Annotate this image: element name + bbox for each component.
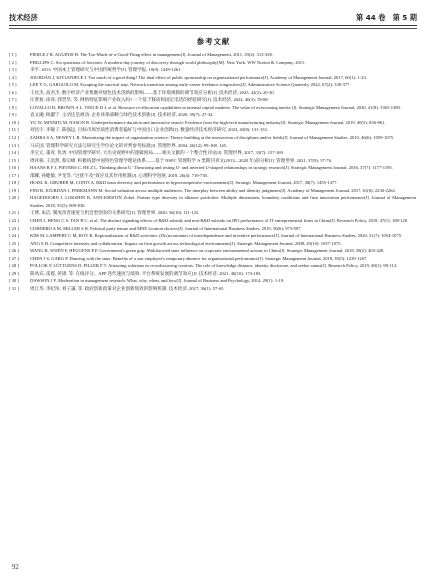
reference-number: [ 1 ] bbox=[9, 52, 17, 57]
reference-text: PHILLIPS C. Six questions of Socrates: A modern-day journey of discovery through world philosophy[M]. New York: WW Norton & Company, 2011. bbox=[30, 59, 306, 65]
page-number: 92 bbox=[12, 564, 19, 571]
reference-item bbox=[9, 240, 416, 248]
header-rule-thin bbox=[9, 28, 417, 29]
reference-number: [ 13 ] bbox=[9, 142, 19, 148]
reference-text: LEE Y G, GARGUILO M. Escaping the survival trap: Network transition among early-career freelance songwriters[J]. Administrative Science Quarterly, 2022, 67(2): 339-377. bbox=[30, 82, 351, 88]
reference-number: [ 17 ] bbox=[9, 172, 19, 178]
reference-number: [ 5 ] bbox=[9, 82, 17, 88]
reference-text: CHEN J S, GARG P. Dancing with the stars: Benefits of a star employee's temporary absence for organizational performance[J]. Strategic Management Journal, 2018, 39(5): 1239-1267. bbox=[30, 255, 368, 261]
reference-text: JOURDAN J, KIVLENIECE I. Too much of a good thing? The dual effect of public sponsorship on organizational performance[J]. Academy of Management Journal, 2017, 60(1): 1-23. bbox=[30, 74, 367, 80]
reference-number: [ 28 ] bbox=[9, 263, 19, 269]
reference-item bbox=[9, 59, 416, 67]
reference-number: [ 3 ] bbox=[9, 67, 17, 73]
reference-text: 袁文融, 杨蕙宁. 主动还是被动: 企业环保战略与绿色技术创新[J]. 技术经济, 2020, 39(7): 27-34. bbox=[30, 112, 214, 118]
header-rule bbox=[9, 25, 417, 26]
reference-text: PIERCE J R, AGUINIS H. The Too-Much-of-a-Good-Thing effect in management[J]. Journal of Management, 2011, 39(2): 313-338. bbox=[30, 52, 273, 57]
reference-text: 王昆杰, 高君杰. 数字经济产业集聚对绿色技术创新的影响——基于环境规制的调节效应分析[J]. 技术经济, 2025, 42(2): 20-30. bbox=[30, 89, 275, 95]
reference-item bbox=[9, 255, 416, 263]
reference-text: 周祥栋, 王浩然, 蔡宗峰. 积极构建中国特色管理学理论体系——基于 NSFC 管理科学 A 类期刊刊文(2013—2020 年)的分析[J]. 管理世界, 2021, 37(9): 57-76. bbox=[30, 157, 332, 163]
issue-label: 第 44 卷 第 5 期 bbox=[356, 13, 417, 22]
reference-item bbox=[9, 270, 416, 278]
section-title: 参考文献 bbox=[196, 37, 231, 46]
reference-text: 李平. 2013. 中国本土管理研究与中国传统哲学[J]. 管理学报, 10(9): 1249-1261. bbox=[30, 67, 182, 73]
reference-text: 汪贤裕, 徐涛, 郭晋华, 等. 网络特征影响产业收入吗? 一个基于移动和固定电话的经验研究[J]. 技术经济, 2024, 40(3): 78-88. bbox=[30, 97, 269, 103]
reference-item bbox=[9, 126, 416, 134]
reference-item bbox=[9, 194, 416, 209]
reference-number: [ 8 ] bbox=[9, 104, 17, 110]
reference-number: [ 26 ] bbox=[9, 248, 19, 254]
reference-number: [ 9 ] bbox=[9, 112, 17, 118]
reference-text: POLLOK P, LÜTTGENS D, PILLER F T. Attracting solutions in crowdsourcing contests: The role of knowledge distance, identity disclosure, and seeker status[J]. Research Policy, 2019, 48(1): 98-114. bbox=[30, 263, 398, 269]
reference-text: HAGEDOORN J, LOKSHIN B, ANN-KRISTIN Zobel. Partner type diversity in alliance portfolios: Multiple dimensions, boundary conditions and firm innovation performance[J]. Journal of Management Studies, 2018, 55(5): 809-836. bbox=[30, 195, 416, 208]
running-header bbox=[9, 9, 417, 23]
reference-text: HOISL K, GRUBER M, CONTI A. R&D team diversity and performance in hypercompetitive environments[J]. Strategic Management Journal, 2017, 38(7): 1455-1477. bbox=[30, 180, 338, 186]
reference-text: 邵娜, 孙健敏, 尹奎等. "过犹不及"效应及其作用机制[J]. 心理科学进展, 2018, 26(4): 719-730. bbox=[30, 172, 209, 178]
reference-text: CORDERO A M, MILLER S R. Political party tenure and MNE location choices[J]. Journal of International Business Studies, 2019, 50(6): 973-997. bbox=[30, 225, 302, 231]
reference-item bbox=[9, 157, 416, 165]
reference-number: [ 30 ] bbox=[9, 278, 19, 284]
reference-text: CHEN J, HENG C S, TAN B C, et al. The distinct signaling effects of R&D subsidy and non-R&D subsidy on IPO performance of IT entrepreneurial firms in China[J]. Research Policy, 2018, 47(1): 108-120. bbox=[30, 218, 409, 224]
reference-item bbox=[9, 172, 416, 180]
reference-text: DAWSON J F. Moderation in management research: What, why, when, and how[J]. Journal of Business and Psychology, 2014, 29(1): 1-19. bbox=[30, 278, 285, 284]
reference-number: [ 6 ] bbox=[9, 89, 17, 95]
reference-text: 陈凤宾, 雷霆, 蒋锦. 等. 在线评分、APP 迭代速度与绩效: 平台系统发展的调节效应[J]. 技术经济, 2021, 40(10): 173-183. bbox=[30, 270, 262, 276]
reference-number: [ 27 ] bbox=[9, 255, 19, 261]
reference-item bbox=[9, 81, 416, 89]
reference-item bbox=[9, 149, 416, 157]
reference-text: 马庆国. 管理科学研究方法与研究生学位论文的评判参考标准[J]. 管理世界, 2004, 26(12): 99-108, 145. bbox=[30, 142, 228, 148]
reference-text: ANG S H. Competitive intensity and collaboration: Impact on firm growth across technological environments[J]. Strategic Management Journal, 2008, 29(10): 1057-1075. bbox=[30, 240, 342, 246]
reference-text: ZAHRA S A, NEWEY L R. Maximizing the impact of organization science: Theory-building at the intersection of disciplines and/or fields[J]. Journal of Management Studies, 2010, 46(6): 1059-1075. bbox=[30, 135, 395, 141]
reference-text: WANG R, WIJEN F, HEUGENS P P. Government's green grip: Multifaceted state influence on corporate environmental actions in China[J]. Strategic Management Journal, 2018, 39(2): 403-428. bbox=[30, 248, 385, 254]
reference-number: [ 23 ] bbox=[9, 225, 19, 231]
reference-number: [ 2 ] bbox=[9, 59, 17, 65]
reference-text: KIM M, LAMPERT C M, ROY R. Regionalization of R&D activities: (Dis)economies of interdependence and inventive performance[J]. Journal of International Business Studies, 2020, 51(7): 1054-1075. bbox=[30, 233, 403, 239]
reference-item bbox=[9, 74, 416, 82]
reference-number: [ 21 ] bbox=[9, 210, 19, 216]
reference-number: [ 4 ] bbox=[9, 74, 17, 80]
reference-item bbox=[9, 285, 416, 293]
reference-number: [ 29 ] bbox=[9, 270, 19, 276]
reference-text: 周江华, 李纪珍, 刘子謙, 等. 政府创新政策对企业创新绩效的影响机制. 技术经济, 2017, 36(1): 57-65. bbox=[30, 285, 225, 291]
reference-item bbox=[9, 111, 416, 119]
reference-text: 李宝元, 董青, 仇勇. 中国管理学研究: 大历史视野中的逻辑困局——相关文献的一个整合性评论[J]. 管理世界, 2017, 33(7): 157-169. bbox=[30, 150, 284, 156]
reference-text: FINI R, JOURDAN J, PERKMANN M. Social valuation across multiple audiences: The interplay between ability and identity judgments[J]. Academy of Management Journal, 2017, 61(6): 2230-2264. bbox=[30, 187, 396, 193]
reference-item bbox=[9, 96, 416, 104]
reference-number: [ 10 ] bbox=[9, 119, 19, 125]
reference-text: YU W, MINNITI M, NASON R. Underperformance duration and innovative search: Evidence from the high-tech manufacturing industry[J]. Strategic Management Journal, 2019, 40(5): 836-861. bbox=[30, 119, 386, 125]
reference-number: [ 31 ] bbox=[9, 285, 19, 291]
reference-item bbox=[9, 277, 416, 285]
reference-number: [ 24 ] bbox=[9, 233, 19, 239]
journal-name: 技术经济 bbox=[9, 13, 38, 22]
reference-item bbox=[9, 187, 416, 195]
reference-number: [ 18 ] bbox=[9, 180, 19, 186]
reference-number: [ 11 ] bbox=[9, 127, 19, 133]
reference-number: [ 20 ] bbox=[9, 195, 19, 201]
reference-item bbox=[9, 164, 416, 172]
reference-item bbox=[9, 134, 416, 142]
reference-item bbox=[9, 89, 416, 97]
reference-number: [ 12 ] bbox=[9, 135, 19, 141]
reference-number: [ 25 ] bbox=[9, 240, 19, 246]
reference-number: [ 16 ] bbox=[9, 165, 19, 171]
reference-number: [ 14 ] bbox=[9, 150, 19, 156]
reference-number: [ 19 ] bbox=[9, 187, 19, 193]
reference-text: HAANS R F J, PIETERS C, HE Z L. Thinking about U: Theorizing and testing U- and inverted U-shaped relationships in strategy research[J]. Strategic Management Journal, 2016, 37(7): 1177-1195. bbox=[30, 165, 393, 171]
reference-item bbox=[9, 66, 416, 74]
reference-item bbox=[9, 119, 416, 127]
reference-item bbox=[9, 142, 416, 150]
reference-item bbox=[9, 232, 416, 240]
reference-number: [ 7 ] bbox=[9, 97, 17, 103]
reference-number: [ 22 ] bbox=[9, 218, 19, 224]
reference-list bbox=[9, 51, 416, 293]
reference-text: 王博, 朱沆. 制度改善速度与机会型创业的关系研究[J]. 管理世界, 2020, 36(10): 111-125. bbox=[30, 210, 200, 216]
reference-item bbox=[9, 179, 416, 187]
reference-item bbox=[9, 104, 416, 112]
reference-item bbox=[9, 209, 416, 217]
reference-item bbox=[9, 225, 416, 233]
reference-item bbox=[9, 262, 416, 270]
reference-item bbox=[9, 247, 416, 255]
reference-text: LOVALLO D, BROWN A L, TEECE D J, et al. Resource re-allocation capabilities in internal capital markets: The value of overcoming inertia [J]. Strategic Management Journal, 2020, 41(8): 1365-1380. bbox=[30, 104, 401, 110]
reference-number: [ 15 ] bbox=[9, 157, 19, 163]
reference-text: 刘昌宇, 李敏子, 陈强远. 目标市场异质性消费者偏好与中国出口企业创新[J]. 数量经济技术经济研究, 2023, 40(8): 131-153. bbox=[30, 127, 268, 133]
reference-item bbox=[9, 217, 416, 225]
reference-item bbox=[9, 51, 416, 59]
